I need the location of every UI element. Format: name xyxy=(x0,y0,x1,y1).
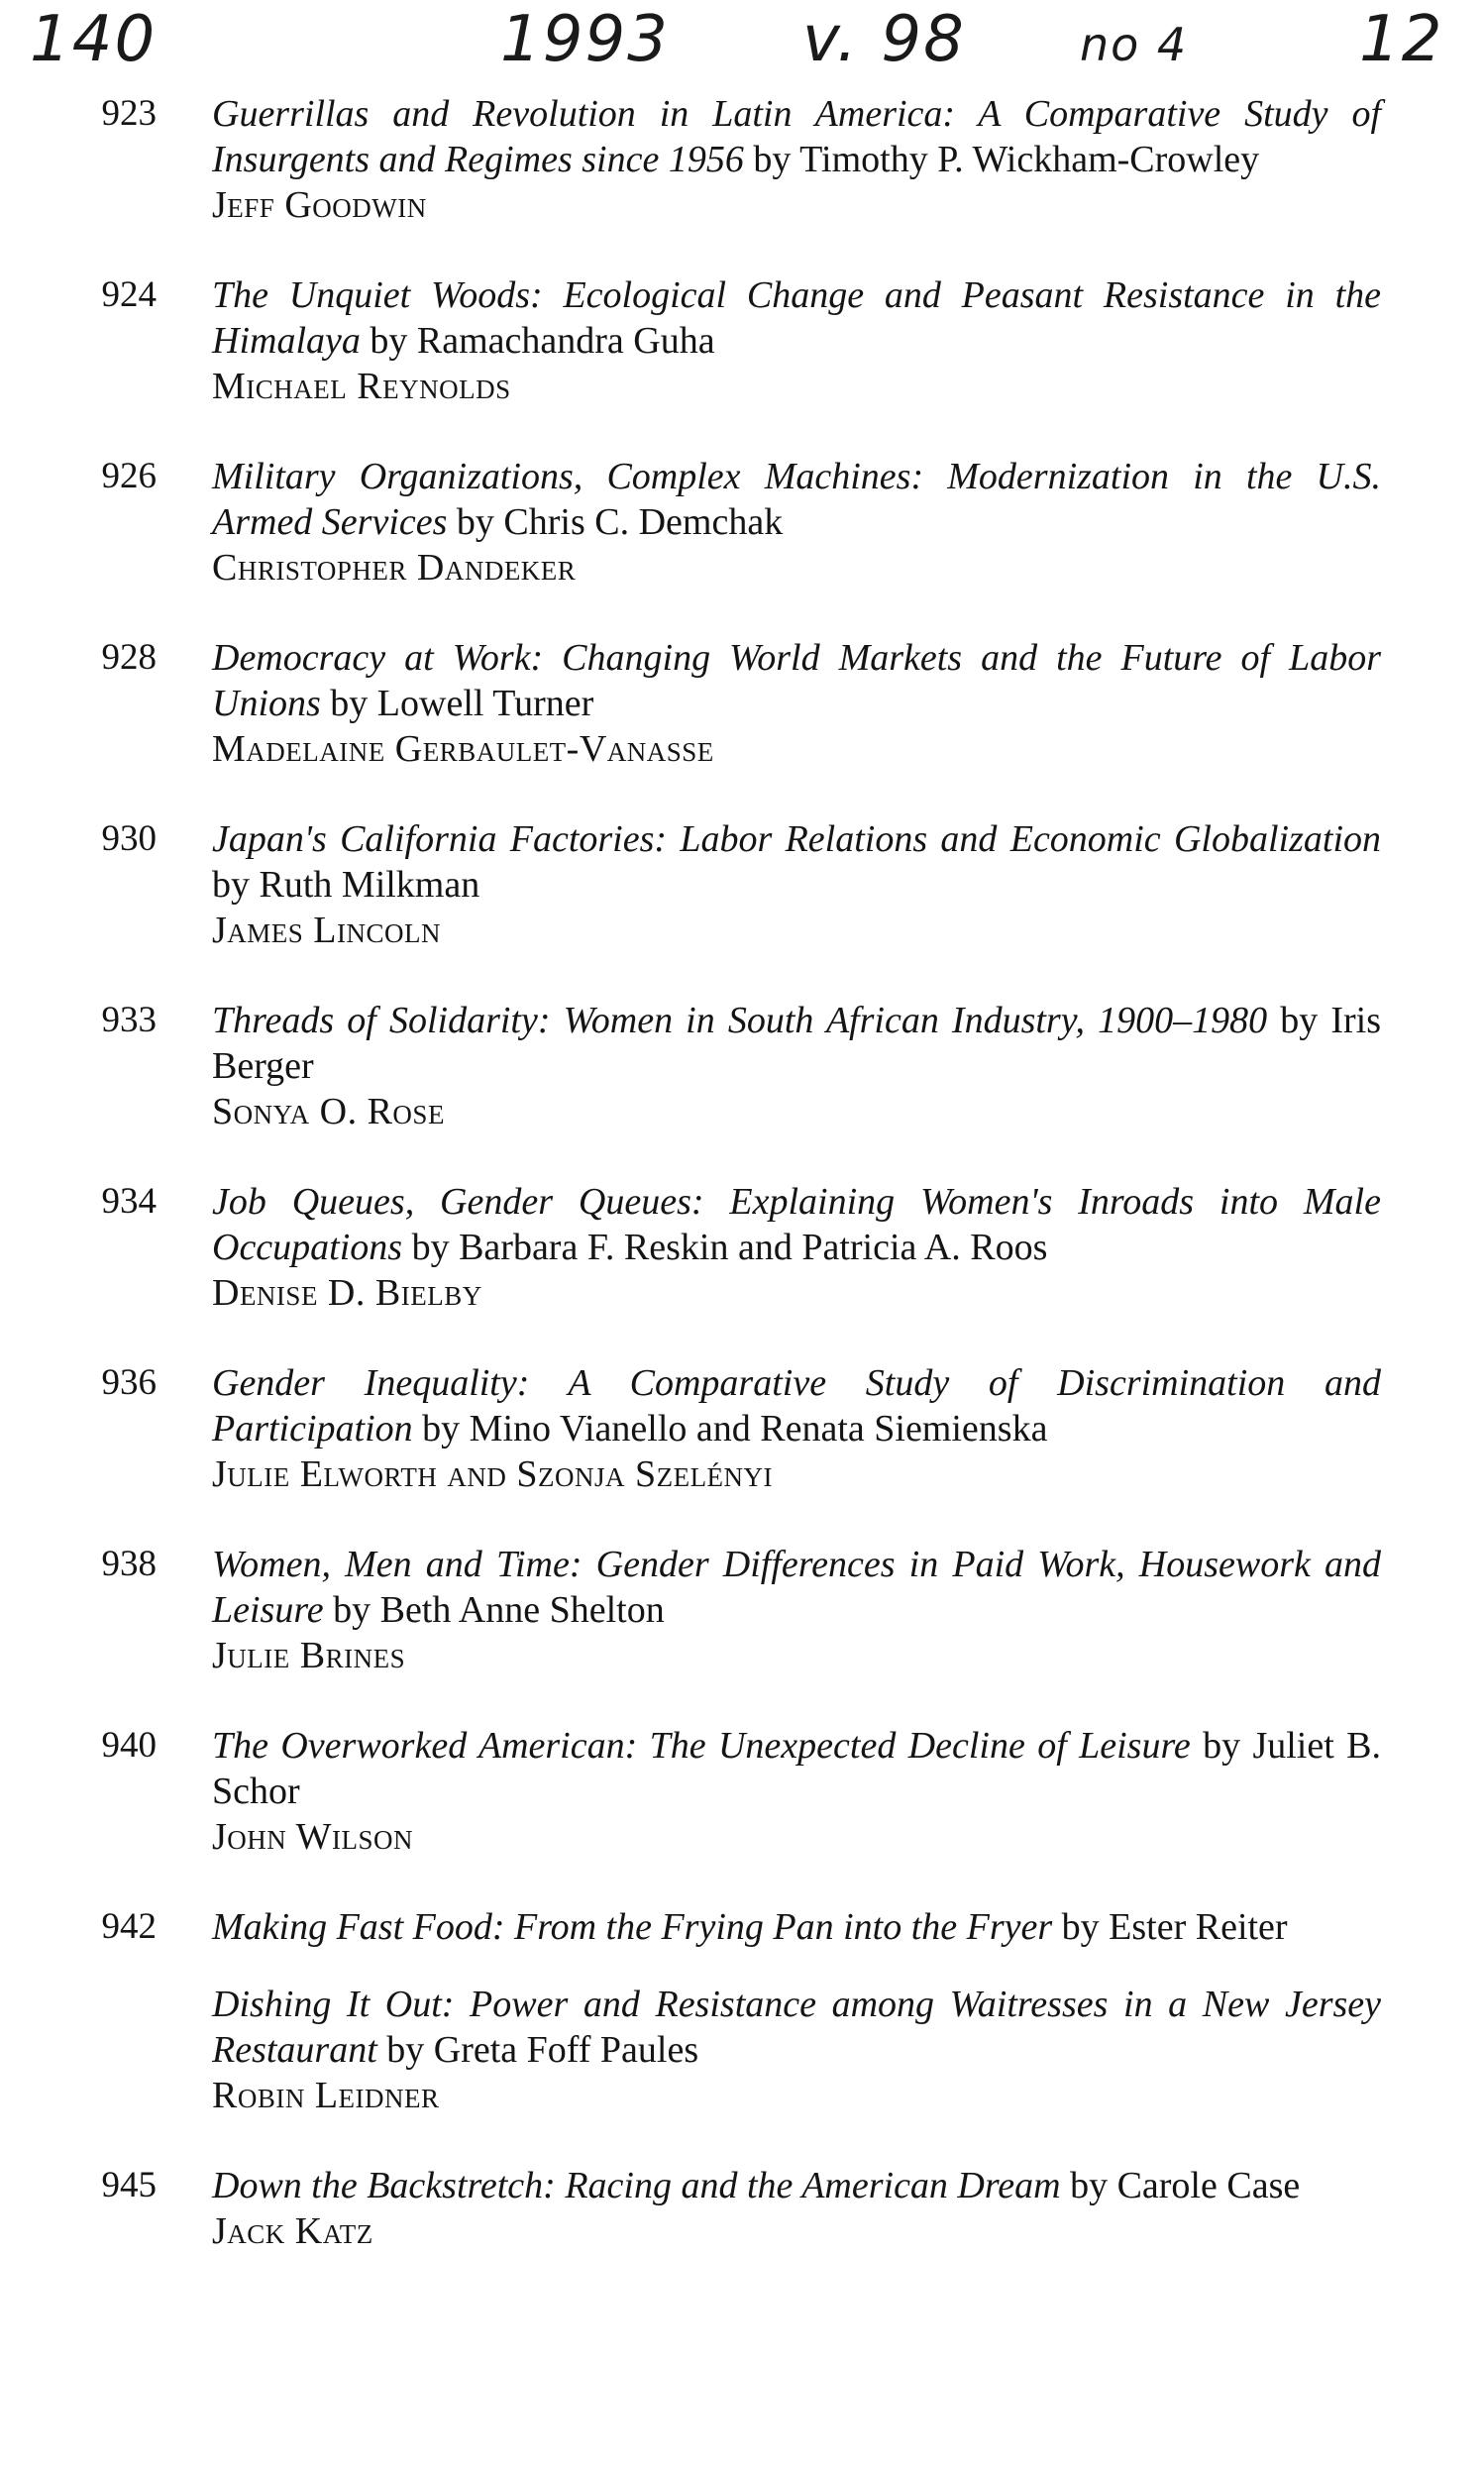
book-author: by Beth Anne Shelton xyxy=(333,1589,665,1631)
entry-body xyxy=(212,1360,1381,1497)
reviewer-name: Sonya O. Rose xyxy=(212,1091,445,1132)
book-citation xyxy=(212,1723,1381,1814)
review-entry xyxy=(0,2163,1484,2254)
review-entry xyxy=(0,1360,1484,1497)
review-entry xyxy=(0,635,1484,772)
book-citation xyxy=(212,454,1381,545)
entry-body xyxy=(212,91,1381,228)
book-citation xyxy=(212,998,1381,1089)
book-author: by Iris Berger xyxy=(212,1000,1382,1087)
entry-body xyxy=(212,635,1381,772)
book-author: by Lowell Turner xyxy=(330,683,594,724)
review-entry xyxy=(0,454,1484,591)
reviewer-name: James Lincoln xyxy=(212,910,442,951)
entry-body xyxy=(212,2163,1381,2254)
book-author: by Juliet B. Schor xyxy=(212,1725,1381,1812)
book-citation xyxy=(212,91,1381,182)
book-title: The Overworked American: The Unexpected Decline of Leisure xyxy=(212,1725,1191,1767)
reviewer-name: Jeff Goodwin xyxy=(212,184,427,226)
review-entry xyxy=(0,816,1484,953)
book-citation xyxy=(212,1904,1381,1950)
book-citation xyxy=(212,1982,1381,2073)
book-citation xyxy=(212,1179,1381,1270)
book-citation xyxy=(212,272,1381,364)
page-number: 926 xyxy=(101,456,157,496)
handwritten-number: 140 xyxy=(30,3,158,76)
book-author: by Ruth Milkman xyxy=(212,864,480,906)
page-number: 928 xyxy=(101,637,157,678)
book-author: by Ramachandra Guha xyxy=(370,320,715,362)
entry-body xyxy=(212,1542,1381,1678)
book-title: Military Organizations, Complex Machines: Modernization in the U.S. Armed Services xyxy=(212,456,1381,543)
page-number: 924 xyxy=(101,274,157,315)
reviewer-name: Christopher Dandeker xyxy=(212,547,577,589)
book-citation xyxy=(212,1542,1381,1633)
page-number: 940 xyxy=(101,1725,157,1766)
page-number: 938 xyxy=(101,1544,157,1584)
reviewer-name: Julie Brines xyxy=(212,1635,406,1676)
book-author: by Carole Case xyxy=(1070,2165,1301,2206)
book-author: by Barbara F. Reskin and Patricia A. Roos xyxy=(411,1227,1048,1268)
book-title: Guerrillas and Revolution in Latin America: A Comparative Study of Insurgents and Regimes since 1956 xyxy=(212,93,1381,180)
book-citation xyxy=(212,1360,1381,1451)
handwritten-part: 12 xyxy=(1359,3,1444,76)
handwritten-year: 1993 xyxy=(500,3,670,76)
reviewer-name: Madelaine Gerbaulet-Vanasse xyxy=(212,728,714,770)
book-title: The Unquiet Woods: Ecological Change and Peasant Resistance in the Himalaya xyxy=(212,274,1381,362)
review-entry xyxy=(0,1904,1484,2118)
entry-body xyxy=(212,454,1381,591)
book-citation xyxy=(212,2163,1381,2208)
review-entry xyxy=(0,91,1484,228)
entry-body xyxy=(212,1179,1381,1316)
book-title: Down the Backstretch: Racing and the American Dream xyxy=(212,2165,1061,2206)
page-number: 923 xyxy=(101,93,157,134)
book-title: Dishing It Out: Power and Resistance among Waitresses in a New Jersey Restaurant xyxy=(212,1984,1381,2071)
review-entry xyxy=(0,998,1484,1134)
entry-body xyxy=(212,272,1381,409)
page-number: 945 xyxy=(101,2165,157,2205)
book-title: Job Queues, Gender Queues: Explaining Women's Inroads into Male Occupations xyxy=(212,1181,1381,1268)
entry-body xyxy=(212,998,1381,1134)
book-author: by Ester Reiter xyxy=(1061,1906,1288,1948)
page-number: 942 xyxy=(101,1906,157,1947)
book-title: Women, Men and Time: Gender Differences in Paid Work, Housework and Leisure xyxy=(212,1544,1381,1631)
book-author: by Timothy P. Wickham-Crowley xyxy=(753,139,1260,180)
page-number: 930 xyxy=(101,818,157,859)
book-title: Gender Inequality: A Comparative Study of Discrimination and Participation xyxy=(212,1362,1381,1450)
handwritten-annotation xyxy=(0,0,1484,94)
book-author: by Mino Vianello and Renata Siemienska xyxy=(422,1408,1048,1450)
book-citation xyxy=(212,816,1381,908)
review-list xyxy=(0,91,1484,2299)
book-title: Democracy at Work: Changing World Markets and the Future of Labor Unions xyxy=(212,637,1381,724)
reviewer-name: Michael Reynolds xyxy=(212,366,511,407)
page-number: 934 xyxy=(101,1181,157,1222)
entry-body xyxy=(212,816,1381,953)
review-entry xyxy=(0,1542,1484,1678)
reviewer-name: Denise D. Bielby xyxy=(212,1272,482,1314)
book-citation xyxy=(212,635,1381,726)
book-author: by Chris C. Demchak xyxy=(456,501,784,543)
entry-body xyxy=(212,1723,1381,1860)
reviewer-name: Jack Katz xyxy=(212,2210,373,2252)
handwritten-volume: v. 98 xyxy=(802,3,966,76)
reviewer-name: Robin Leidner xyxy=(212,2075,440,2116)
book-title: Making Fast Food: From the Frying Pan into the Fryer xyxy=(212,1906,1053,1948)
book-title: Japan's California Factories: Labor Relations and Economic Globalization xyxy=(212,818,1381,860)
reviewer-name: John Wilson xyxy=(212,1816,413,1858)
review-entry xyxy=(0,1723,1484,1860)
book-author: by Greta Foff Paules xyxy=(386,2029,699,2071)
handwritten-issue: no 4 xyxy=(1080,18,1189,71)
book-title: Threads of Solidarity: Women in South African Industry, 1900–1980 xyxy=(212,1000,1268,1041)
entry-body xyxy=(212,1904,1381,2118)
reviewer-name: Julie Elworth and Szonja Szelényi xyxy=(212,1453,774,1495)
page-number: 933 xyxy=(101,1000,157,1040)
review-entry xyxy=(0,1179,1484,1316)
page-number: 936 xyxy=(101,1362,157,1403)
review-entry xyxy=(0,272,1484,409)
